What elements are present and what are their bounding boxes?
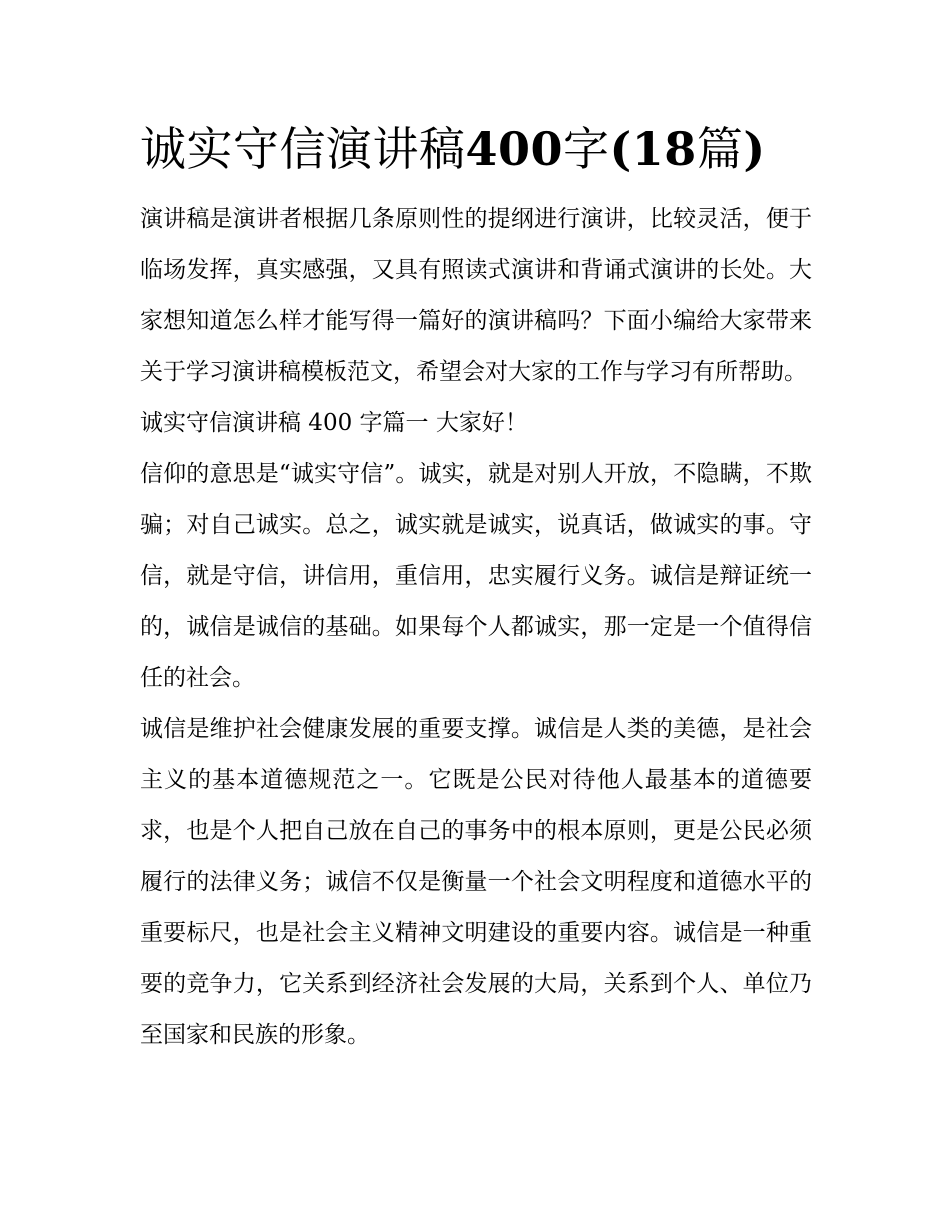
body-paragraph-2: 诚信是维护社会健康发展的重要支撑。诚信是人类的美德，是社会主义的基本道德规范之一。它既是公民对待他人最基本的道德要求，也是个人把自己放在自己的事务中的根本原则，更是公民必须履行的法律义务；诚信不仅是衡量一个社会文明程度和道德水平的重要标尺，也是社会主义精神文明建设的重要内容。诚信是一种重要的竞争力，它关系到经济社会发展的大局，关系到个人、单位乃至国家和民族的形象。: [140, 716, 812, 1048]
body-paragraph-1: 信仰的意思是“诚实守信”。诚实，就是对别人开放，不隐瞒，不欺骗；对自己诚实。总之，诚实就是诚实，说真话，做诚实的事。守信，就是守信，讲信用，重信用，忠实履行义务。诚信是辩证统一的，诚信是诚信的基础。如果每个人都诚实，那一定是一个值得信任的社会。: [140, 461, 812, 691]
title-number-400: 400: [465, 122, 564, 176]
intro-paragraph: 演讲稿是演讲者根据几条原则性的提纲进行演讲，比较灵活，便于临场发挥，真实感强，又具有照读式演讲和背诵式演讲的长处。大家想知道怎么样才能写得一篇好的演讲稿吗？下面小编给大家带来关于学习演讲稿模板范文，希望会对大家的工作与学习有所帮助。: [140, 206, 812, 385]
page-title: [140, 118, 812, 180]
section-heading: 诚实守信演讲稿 400 字篇一 大家好！: [140, 410, 528, 436]
document-body: [140, 118, 812, 1061]
title-text-3: 篇: [696, 122, 744, 176]
title-count-open: (18: [609, 122, 697, 176]
title-text-1: 诚实守信演讲稿: [140, 122, 466, 176]
title-text-2: 字: [563, 122, 610, 176]
title-count-close: ): [743, 122, 766, 176]
